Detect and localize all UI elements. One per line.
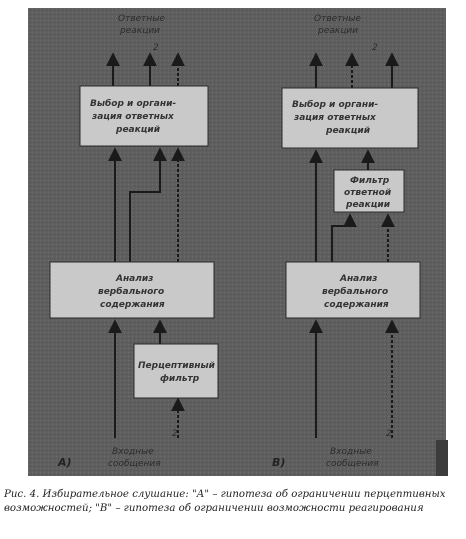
panel-b-filter-line-2: ответной bbox=[344, 188, 392, 198]
panel-b-analysis-line-1: Анализ bbox=[340, 274, 378, 284]
panel-a-label: А) bbox=[58, 456, 72, 469]
panel-a-analysis-line-1: Анализ bbox=[116, 274, 154, 284]
panel-b-input-number: 2 bbox=[386, 429, 392, 439]
panel-a-filter-line-2: фильтр bbox=[160, 374, 200, 384]
panel-a-input-label-1: Входные bbox=[112, 447, 154, 457]
panel-a-analysis-line-3: содержания bbox=[100, 300, 165, 310]
panel-b-selection-line-1: Выбор и органи- bbox=[292, 100, 379, 110]
panel-b-label: В) bbox=[272, 456, 286, 469]
scan-lower-right-dark bbox=[436, 440, 448, 476]
panel-b-output-number: 2 bbox=[372, 43, 378, 53]
panel-a-input-number: 2 bbox=[172, 429, 178, 439]
panel-a-output-label-1: Ответные bbox=[118, 14, 165, 24]
panel-a-output-number: 2 bbox=[153, 43, 159, 53]
panel-a-filter-line-1: Перцептивный bbox=[138, 361, 215, 371]
panel-b-output-label-2: реакции bbox=[318, 26, 359, 36]
panel-b-selection-line-2: зация ответных bbox=[294, 113, 376, 123]
panel-b-analysis-line-3: содержания bbox=[324, 300, 389, 310]
panel-b-output-label-1: Ответные bbox=[314, 14, 361, 24]
panel-b-selection-line-3: реакций bbox=[326, 126, 371, 136]
panel-a-selection-line-1: Выбор и органи- bbox=[90, 99, 177, 109]
figure-caption: Рис. 4. Избирательное слушание: "А" – гипотеза об ограничении перцептивных возможностей; "В" – гипотеза об ограничении возможности реагирования bbox=[4, 489, 446, 514]
panel-b-filter-line-1: Фильтр bbox=[350, 176, 390, 186]
panel-b-filter-line-3: реакции bbox=[346, 200, 391, 210]
panel-a-selection-line-3: реакций bbox=[116, 125, 161, 135]
scan-background bbox=[28, 8, 446, 476]
panel-a-output-label-2: реакции bbox=[120, 26, 161, 36]
panel-a-input-label-2: сообщения bbox=[108, 459, 161, 469]
panel-b-analysis-line-2: вербального bbox=[322, 287, 389, 297]
panel-b-input-label-1: Входные bbox=[330, 447, 372, 457]
panel-a-analysis-line-2: вербального bbox=[98, 287, 165, 297]
panel-b-input-label-2: сообщения bbox=[326, 459, 379, 469]
panel-a-selection-line-2: зация ответных bbox=[92, 112, 174, 122]
panel-a-filter-box bbox=[134, 344, 218, 398]
